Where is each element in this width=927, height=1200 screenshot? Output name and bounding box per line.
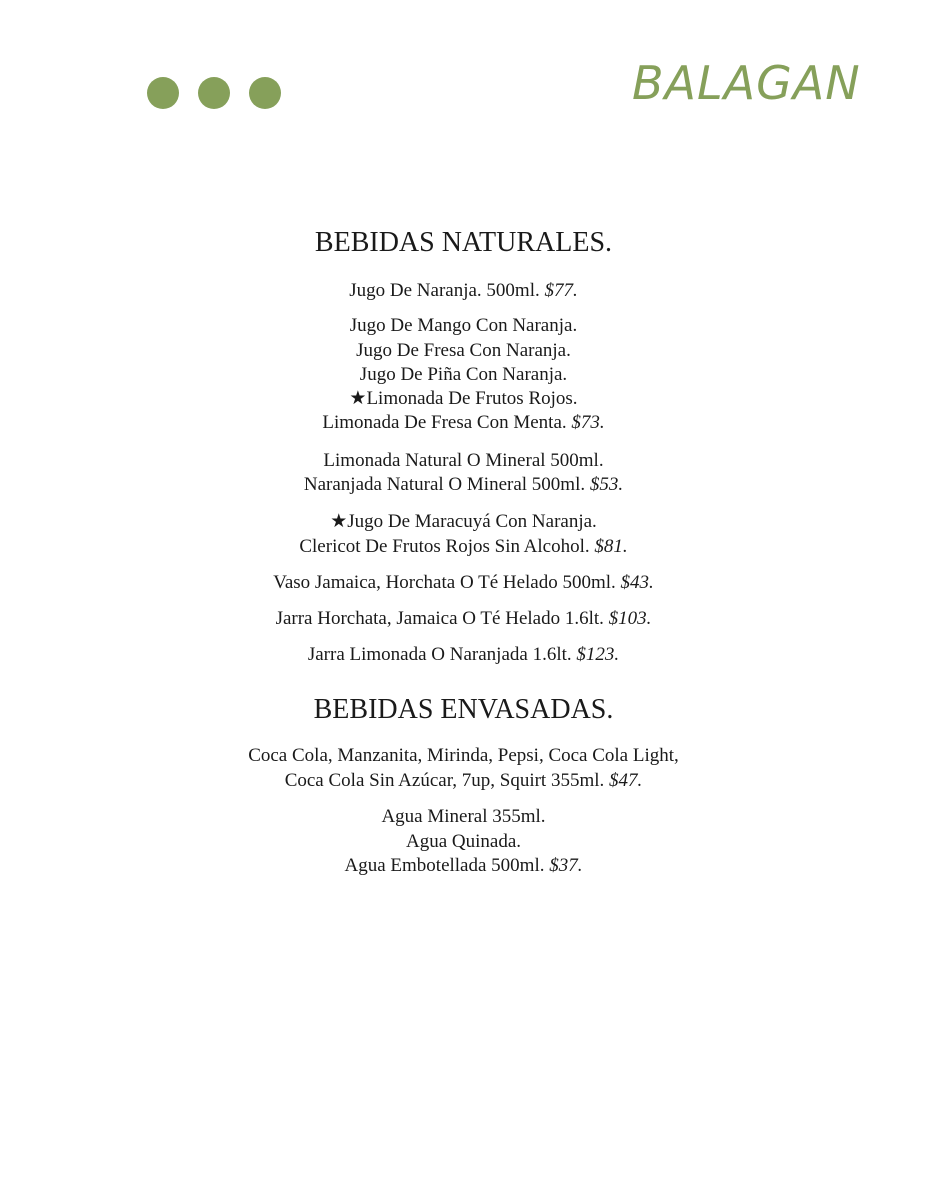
menu-item (0, 643, 927, 667)
menu-item (0, 744, 927, 768)
menu-item (0, 314, 927, 338)
item-price: $53. (589, 474, 624, 495)
menu-item-featured (0, 510, 927, 534)
item-price: $47. (609, 770, 643, 791)
menu-item (0, 805, 927, 829)
item-price: $77. (544, 280, 578, 301)
item-price: $81. (594, 536, 628, 557)
menu-item (0, 769, 927, 793)
item-text: Agua Mineral 355ml. (381, 806, 546, 827)
dot-icon (198, 77, 230, 109)
item-text: Jugo De Fresa Con Naranja. (356, 340, 571, 361)
item-text: Coca Cola, Manzanita, Mirinda, Pepsi, Coca Cola Light, (248, 745, 679, 766)
item-text: Vaso Jamaica, Horchata O Té Helado 500ml. (273, 572, 616, 593)
menu-item (0, 411, 927, 435)
item-price: $73. (571, 412, 605, 433)
item-text: Jugo De Naranja. 500ml. (349, 280, 540, 301)
menu-item (0, 473, 927, 497)
menu-item-featured (0, 387, 927, 411)
decorative-dots (147, 77, 281, 109)
item-text: Agua Quinada. (405, 831, 522, 852)
section-title-naturales: BEBIDAS NATURALES. (314, 227, 613, 258)
menu-item (0, 535, 927, 559)
menu-item (0, 279, 927, 303)
item-text: Clericot De Frutos Rojos Sin Alcohol. (299, 536, 590, 557)
menu-item (0, 571, 927, 595)
item-price: $103. (608, 608, 652, 629)
item-price: $37. (549, 855, 583, 876)
item-text: Limonada De Fresa Con Menta. (322, 412, 567, 433)
item-text: Jugo De Mango Con Naranja. (349, 315, 578, 336)
item-text: ★Limonada De Frutos Rojos. (349, 388, 578, 409)
item-text: Jugo De Piña Con Naranja. (359, 364, 568, 385)
item-text: Jarra Limonada O Naranjada 1.6lt. (307, 644, 572, 665)
dot-icon (147, 77, 179, 109)
menu-item (0, 854, 927, 878)
item-price: $43. (620, 572, 654, 593)
dot-icon (249, 77, 281, 109)
item-text: Coca Cola Sin Azúcar, 7up, Squirt 355ml. (284, 770, 605, 791)
item-text: Jarra Horchata, Jamaica O Té Helado 1.6lt. (275, 608, 604, 629)
item-text: ★Jugo De Maracuyá Con Naranja. (330, 511, 597, 532)
item-text: Limonada Natural O Mineral 500ml. (323, 450, 604, 471)
menu-item (0, 339, 927, 363)
menu-item (0, 607, 927, 631)
section-title-envasadas: BEBIDAS ENVASADAS. (313, 694, 614, 725)
menu-item (0, 830, 927, 854)
menu-item (0, 449, 927, 473)
item-text: Agua Embotellada 500ml. (344, 855, 545, 876)
item-text: Naranjada Natural O Mineral 500ml. (303, 474, 586, 495)
brand-logo: BALAGAN (632, 56, 861, 110)
item-price: $123. (576, 644, 620, 665)
menu-item (0, 363, 927, 387)
